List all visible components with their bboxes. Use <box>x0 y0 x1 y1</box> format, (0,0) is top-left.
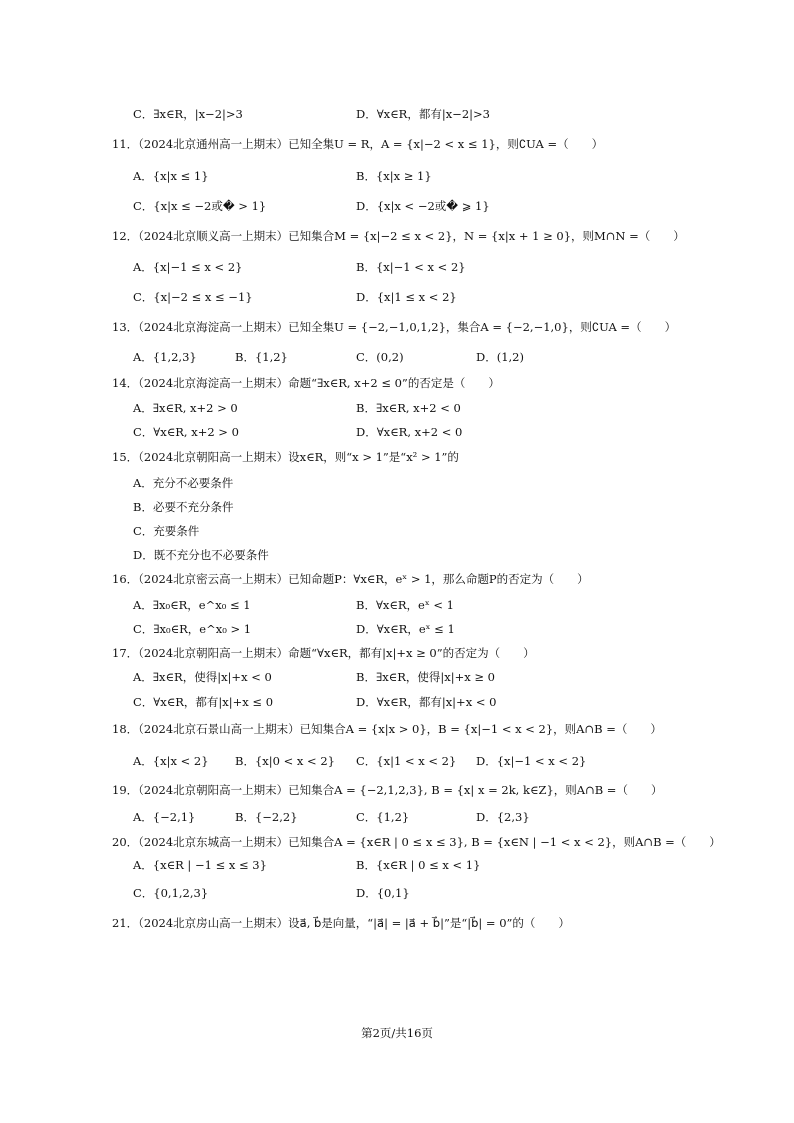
q20-option-b: B．{x∈R | 0 ≤ x < 1} <box>356 858 481 872</box>
q15-option-a: A．充分不必要条件 <box>133 476 234 490</box>
q16-option-c: C．∃x₀∈R，e^x₀ > 1 <box>133 622 252 636</box>
q14-option-b: B．∃x∈R, x+2 < 0 <box>356 401 461 415</box>
q19-option-b: B．{−2,2} <box>235 810 298 824</box>
q19-stem: 19．（2024北京朝阳高一上期末）已知集合A = {−2,1,2,3}, B = {x| x = 2k, k∈Z}，则A∩B =（ ） <box>112 783 663 797</box>
page-footer: 第2页/共16页 <box>361 1026 433 1040</box>
q17-option-b: B．∃x∈R，使得|x|+x ≥ 0 <box>356 670 495 684</box>
q17-option-a: A．∃x∈R，使得|x|+x < 0 <box>133 670 272 684</box>
q16-option-a: A．∃x₀∈R，e^x₀ ≤ 1 <box>133 598 251 612</box>
q18-option-b: B．{x|0 < x < 2} <box>235 754 335 768</box>
q12-option-d: D．{x|1 ≤ x < 2} <box>356 290 457 304</box>
q13-option-c: C．(0,2) <box>356 350 404 364</box>
q13-option-a: A．{1,2,3} <box>133 350 197 364</box>
q18-option-c: C．{x|1 < x < 2} <box>356 754 457 768</box>
q15-option-b: B．必要不充分条件 <box>133 500 234 514</box>
q15-option-d: D．既不充分也不必要条件 <box>133 548 269 562</box>
q12-stem: 12．（2024北京顺义高一上期末）已知集合M = {x|−2 ≤ x < 2}，N = {x|x + 1 ≥ 0}，则M∩N =（ ） <box>112 229 685 243</box>
q17-stem: 17．（2024北京朝阳高一上期末）命题“∀x∈R，都有|x|+x ≥ 0”的否定为（ ） <box>112 646 535 660</box>
q14-option-a: A．∃x∈R, x+2 > 0 <box>133 401 238 415</box>
q17-option-d: D．∀x∈R，都有|x|+x < 0 <box>356 695 497 709</box>
q12-option-a: A．{x|−1 ≤ x < 2} <box>133 260 243 274</box>
q16-option-b: B．∀x∈R，eˣ < 1 <box>356 598 454 612</box>
q19-option-a: A．{−2,1} <box>133 810 196 824</box>
q15-option-c: C．充要条件 <box>133 524 200 538</box>
q14-stem: 14．（2024北京海淀高一上期末）命题“∃x∈R, x+2 ≤ 0”的否定是（ ） <box>112 376 500 390</box>
q13-stem: 13．（2024北京海淀高一上期末）已知全集U = {−2,−1,0,1,2}，集合A = {−2,−1,0}，则∁UA =（ ） <box>112 320 677 334</box>
q13-option-d: D．(1,2) <box>476 350 524 364</box>
q10-option-d: D．∀x∈R，都有|x−2|>3 <box>356 107 490 121</box>
q16-option-d: D．∀x∈R，eˣ ≤ 1 <box>356 622 455 636</box>
q18-option-d: D．{x|−1 < x < 2} <box>476 754 587 768</box>
q18-stem: 18．（2024北京石景山高一上期末）已知集合A = {x|x > 0}，B = {x|−1 < x < 2}，则A∩B =（ ） <box>112 722 662 736</box>
q11-option-a: A．{x|x ≤ 1} <box>133 169 209 183</box>
q17-option-c: C．∀x∈R，都有|x|+x ≤ 0 <box>133 695 274 709</box>
q19-option-c: C．{1,2} <box>356 810 410 824</box>
q12-option-c: C．{x|−2 ≤ x ≤ −1} <box>133 290 253 304</box>
q11-option-d: D．{x|x < −2或� ⩾ 1} <box>356 199 490 213</box>
q20-option-d: D．{0,1} <box>356 886 410 900</box>
q15-stem: 15．（2024北京朝阳高一上期末）设x∈R，则“x > 1”是“x² > 1”的 <box>112 450 459 464</box>
q21-stem: 21．（2024北京房山高一上期末）设a⃗, b⃗是向量，“|a⃗| = |a⃗ + b⃗|”是“|b⃗| = 0”的（ ） <box>112 916 570 930</box>
q14-option-d: D．∀x∈R, x+2 < 0 <box>356 425 463 439</box>
q20-option-a: A．{x∈R | −1 ≤ x ≤ 3} <box>133 858 267 872</box>
q13-option-b: B．{1,2} <box>235 350 288 364</box>
q14-option-c: C．∀x∈R, x+2 > 0 <box>133 425 239 439</box>
q19-option-d: D．{2,3} <box>476 810 530 824</box>
q11-stem: 11．（2024北京通州高一上期末）已知全集U = R，A = {x|−2 < x ≤ 1}，则∁UA =（ ） <box>112 137 604 151</box>
q11-option-b: B．{x|x ≥ 1} <box>356 169 432 183</box>
q10-option-c: C．∃x∈R，|x−2|>3 <box>133 107 243 121</box>
q18-option-a: A．{x|x < 2} <box>133 754 209 768</box>
q11-option-c: C．{x|x ≤ −2或� > 1} <box>133 199 267 213</box>
q16-stem: 16．（2024北京密云高一上期末）已知命题P：∀x∈R，eˣ > 1，那么命题P的否定为（ ） <box>112 572 589 586</box>
q20-option-c: C．{0,1,2,3} <box>133 886 209 900</box>
q20-stem: 20．（2024北京东城高一上期末）已知集合A = {x∈R | 0 ≤ x ≤ 3}, B = {x∈N | −1 < x < 2}，则A∩B =（ ） <box>112 835 721 849</box>
q12-option-b: B．{x|−1 < x < 2} <box>356 260 466 274</box>
